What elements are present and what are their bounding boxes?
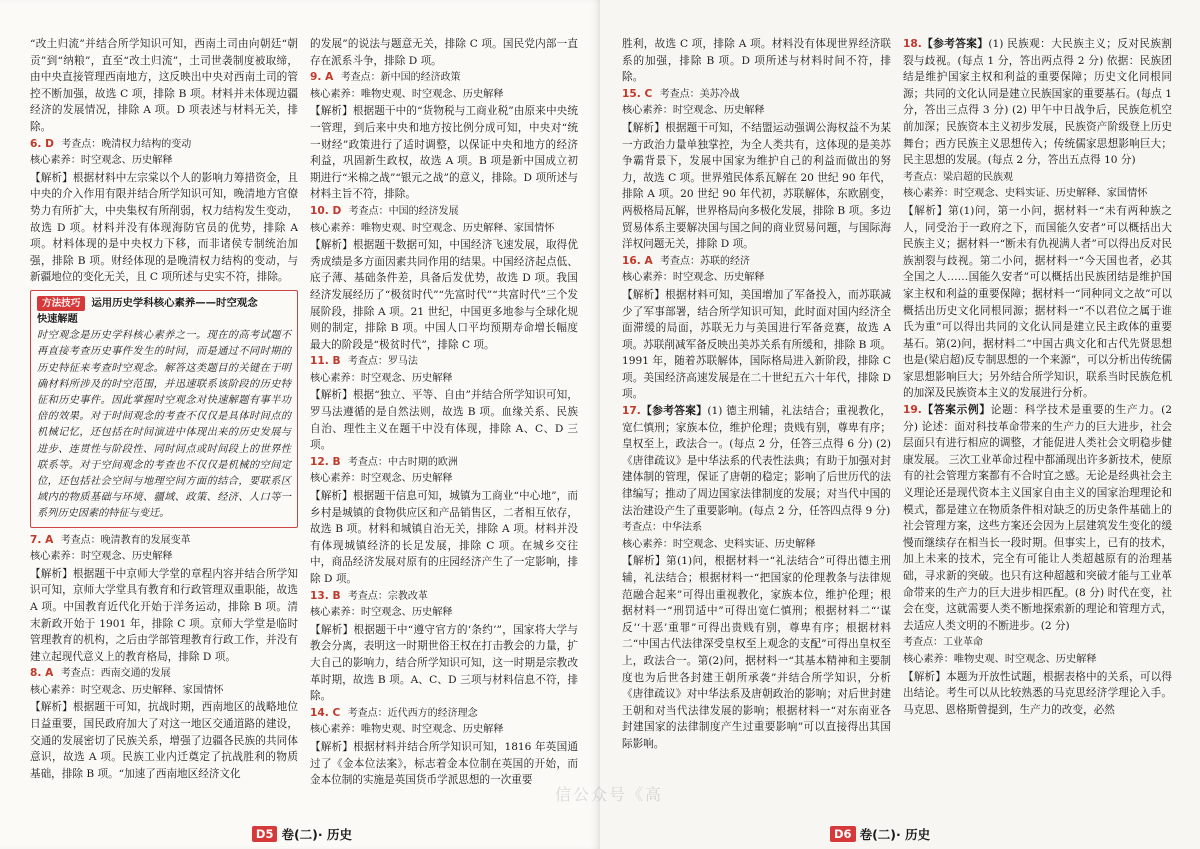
core-literacy: 核心素养：时空观念、史料实证、历史解释、家国情怀 xyxy=(903,188,1148,200)
reference-label: 【参考答案】 xyxy=(640,405,708,418)
page-number-badge: D6 xyxy=(830,826,856,842)
question-7 xyxy=(30,532,298,666)
reference-label: 【参考答案】 xyxy=(921,38,989,50)
right-page xyxy=(600,0,1200,849)
answer-number: 9. A xyxy=(310,71,334,84)
left-column-1 xyxy=(30,36,298,823)
answer-number: 7. A xyxy=(30,533,54,546)
footer-label: 卷(二)· 历史 xyxy=(859,827,931,842)
answer-number: 10. D xyxy=(310,204,342,217)
answer-number: 17. xyxy=(622,405,641,418)
exam-point: 考查点：晚清权力结构的变动 xyxy=(61,138,192,150)
analysis: 【解析】根据题干中的“货物税与工商业税”由原来中央统一管理，到后来中央和地方按比例分成可知，中央对“统一财经”政策进行了适时调整，以保证中央和地方的经济利益，巩固新生政权，故选 A 项。B 项是新中国成立初期进行“米棉之战”“银元之战”的意义，排除。D 项所述与材料主旨不符，排除。 xyxy=(310,105,578,201)
analysis: 【解析】根据题干中“遵守官方的‘条约’”，国家将大学与教会分离，表明这一时期世俗王权在打击教会的力量，扩大自己的影响力，结合所学知识可知，这一时期是宗教改革时期，故选 B 项。A、C、D 三项与材料信息不符，排除。 xyxy=(310,623,578,703)
continued-text: 胜利，故选 C 项，排除 A 项。材料没有体现世界经济联系的加强，排除 B 项。D 项所述与材料时间不符，排除。 xyxy=(622,38,891,84)
exam-point: 考查点：苏联的经济 xyxy=(660,255,751,267)
core-literacy: 核心素养：唯物史观、时空观念、历史解释 xyxy=(903,653,1097,665)
answer-number: 18. xyxy=(903,38,922,50)
core-literacy: 核心素养：唯物史观、时空观念、历史解释 xyxy=(310,724,504,736)
page-number-badge: D5 xyxy=(252,826,278,842)
answer-number: 19. xyxy=(903,404,922,417)
answer-number: 12. B xyxy=(310,455,341,468)
exam-point: 考查点：新中国的经济政策 xyxy=(340,72,461,84)
answer-number: 15. C xyxy=(622,87,653,100)
method-tip-box xyxy=(30,290,298,528)
exam-point: 考查点：美苏冷战 xyxy=(659,88,740,100)
footer-label: 卷(二)· 历史 xyxy=(281,827,352,842)
analysis: 【解析】根据“独立、平等、自由”并结合所学知识可知，罗马法遵循的是自然法则，故选 B 项。血缘关系、民族自治、理性主义在题干中没有体现，排除 A、C、D 三项。 xyxy=(310,389,578,452)
exam-point: 考查点：中华法系 xyxy=(622,522,702,534)
exam-point: 考查点：宗教改革 xyxy=(347,590,428,602)
core-literacy: 核心素养：时空观念、历史解释 xyxy=(622,272,765,284)
question-18 xyxy=(903,36,1172,402)
question-13 xyxy=(310,588,578,705)
analysis: 【解析】根据题干信息可知，城镇为工商业“中心地”，而乡村是城镇的食物供应区和产品销售区，二者相互依存，故选 B 项。材料和城镇自治无关，排除 A 项。材料并没有体现城镇经济的长足发展，排除 C 项。在城乡交往中，商品经济发展对原有的庄园经济产生了一定影响，排除 D 项。 xyxy=(310,490,578,585)
core-literacy: 核心素养：唯物史观、时空观念、历史解释、家国情怀 xyxy=(310,222,555,234)
exam-point: 考查点：中国的经济发展 xyxy=(348,205,459,217)
tip-body: 时空观念是历史学科核心素养之一。现在的高考试题不再直接考查历史事件发生的时间，而是通过不同时期的历史特征来考查时空观念。解答这类题目的关键在于明确材料所涉及的时空范围，并迅速联系该阶段的历史特征和历史事件。因此掌握时空观念对快速解题有事半功倍的效果。对于时间观念的考查不仅仅是具体时间点的机械记忆，还包括在时间演进中体现出来的历史发展与进步、连贯性与阶段性、同时间点或时间段上的世界性联系等。对于空间观念的考查也不仅仅是机械的空间定位，还包括社会空间与地理空间方面的结合，要联系区域内的物质基础与环境、疆域、政策、经济、人口等一系列历史因素的特征与变迁。 xyxy=(37,330,291,520)
exam-point: 考查点：工业革命 xyxy=(903,637,983,649)
continued-text: 的发展”的说法与题意无关，排除 C 项。国民党内部一直存在派系斗争，排除 D 项。 xyxy=(310,38,578,67)
reference-label: 【答案示例】 xyxy=(921,404,991,417)
analysis: 【解析】根据题干中京师大学堂的章程内容并结合所学知识可知，京师大学堂具有教育和行政管理双重职能，故选 A 项。中国教育近代化开始于洋务运动，排除 B 项。清末新政开始于 1901 年，排除 C 项。京师大学堂是临时管理教育的机构，之后由学部管理教育行政工作，并没有建立起现代意义上的教育格局，排除 D 项。 xyxy=(30,567,298,663)
tip-title: 运用历史学科核心素养——时空观念 xyxy=(91,296,258,309)
right-column-1 xyxy=(622,36,891,823)
question-9 xyxy=(310,69,578,203)
reference-answer: (1) 德主刑辅，礼法结合；重视教化，宽仁慎刑；家族本位，维护伦理；贵贱有别，尊卑有序；皇权至上，政法合一。(每点 2 分，任答三点得 6 分) (2)《唐律疏议》是中华法系的代表性法典；有助于加强对封建体制的管理，保证了唐朝的稳定；影响了后世历代的法律编写；推动了周边国家法律制度的发展；对当代中国的法治建设产生了重要影响。(每点 2 分，任答四点得 9 分) xyxy=(622,405,891,517)
continued-text: “改土归流”并结合所学知识可知，西南土司由向朝廷“朝贡”到“纳粮”，直至“改土归流”，土司世袭制度被取缔，由中央直接管理西南地方，这反映出中央对西南土司的管控不断加强，故选 C 项，排除 B 项。材料并未体现边疆经济的发展情况，排除 A 项。D 项表述与材料无关，排除。 xyxy=(30,38,298,133)
question-10 xyxy=(310,203,578,353)
answer-number: 6. D xyxy=(30,137,54,150)
core-literacy: 核心素养：时空观念、历史解释 xyxy=(30,551,173,563)
answer-number: 13. B xyxy=(310,589,341,602)
reference-answer: (1) 民族观：大民族主义；反对民族割裂与歧视。(每点 1 分，答出两点得 2 分) 依据：民族团结是维护国家主权和利益的重要保障；历史文化同根同源；共同的文化认同是建立民族国家的重要基石。(每点 1 分，答出三点得 3 分) (2) 甲午中日战争后，民族危机空前加深；民族资本主义初步发展，民族资产阶级登上历史舞台；西方民族主义思想传入；传统儒家思想影响巨大；民主思想的发展。(每点 2 分，答出五点得 10 分) xyxy=(903,38,1172,167)
core-literacy: 核心素养：时空观念、历史解释 xyxy=(310,607,453,619)
right-column-2 xyxy=(903,36,1172,823)
question-15 xyxy=(622,86,891,253)
question-11 xyxy=(310,353,578,454)
tip-badge: 方法技巧 xyxy=(37,296,85,311)
analysis: 【解析】第(1)问，第一小问，据材料一“未有两种族之人，同受治于一政府之下，而国能久安者”可以概括出大民族主义；据材料一“断未有仇视满人者”可以得出反对民族割裂与歧视。第二小问，据材料一“今天国也者，必其全国之人……国能久安者”可以概括出民族团结是维护国家主权和利益的重要保障；据材料一“同种同文之故”可以概括出历史文化同根同源；据材料一“不以君位之属于谁氏为重”可以得出共同的文化认同是建立民主政体的重要基石。第(2)问，据材料二“中国古典文化和古代先贤思想也是(梁启超)反专制思想的一个来源”，可以分析出传统儒家思想影响巨大；另外结合所学知识，联系当时民族危机的加深及民族资本主义的发展进行分析。 xyxy=(903,204,1172,400)
page-footer xyxy=(252,825,352,843)
analysis: 【解析】第(1)问，根据材料一“礼法结合”可得出德主刑辅，礼法结合；根据材料一“把国家的伦理教条与法律规范融合起来”可得出重视教化，家族本位，维护伦理；根据材料一“刑罚适中”可得出宽仁慎刑；根据材料二“‘谋反’‘十恶’重罪”可得出贵贱有别，尊卑有序；根据材料二“中国古代法律深受皇权至上观念的支配”可得出皇权至上，政法合一。第(2)问，据材料一“其基本精神和主要制度也为后世各封建王朝所承袭”并结合所学知识，分析《唐律疏议》对中华法系及唐朝政治的影响；对后世封建王朝和对当代法律发展的影响；根据材料一“对东南亚各封建国家的法律制度产生过重要影响”可以直接得出其国际影响。 xyxy=(622,555,891,750)
reference-answer: 论题：科学技术是重要的生产力。(2 分) 论述：面对科技革命带来的生产力的巨大进步，社会层面只有进行相应的调整，才能促进人类社会文明稳步健康发展。 三次工业革命过程中都涌现出许多新技术，使原有的社会管理方案都有不合时宜之感。无论是经典社会主义理论还是现代资本主义国家自由主义的国家治理理论和模式，都是建立在物质条件相对缺乏的历史条件基础上的社会管理方案，这些方案还会因为上层建筑发生变化的缓慢而继续存在相当长一段时期。但事实上，已有的技术，加上未来的技术，完全有可能让人类超越原有的治理基础，寻求新的突破。也只有这种超越和突破才能与工业革命带来的生产力的巨大进步相匹配。(8 分) 时代在变，社会在变，这就需要人类不断地探索新的理论和管理方式，去适应人类文明的不断进步。(2 分) xyxy=(903,404,1172,632)
question-6 xyxy=(30,136,298,286)
question-8 xyxy=(30,665,298,782)
answer-number: 16. A xyxy=(622,254,653,267)
question-12 xyxy=(310,454,578,588)
analysis: 【解析】根据材料中左宗棠以个人的影响力筹措资金，且中央的介入作用有限并结合所学知识可知，晚清地方官僚势力有所扩大，中央集权有所削弱，权力结构发生变动，故选 D 项。材料并没有体现海防官员的优势，排除 A 项。材料体现的是中央权力下移，而非诸侯专制统治加强，排除 B 项。财经体现的是晚清权力结构的变动，与新疆地位的变化无关，且 C 项所述与史实不符，排除。 xyxy=(30,171,298,284)
answer-number: 14. C xyxy=(310,706,341,719)
analysis: 【解析】根据题干可知，不结盟运动强调公海权益不为某一方政治力量单独掌控，为全人类共有，这体现的是美苏争霸背景下，发展中国家为维护自己的利益而做出的努力，故选 C 项。世界殖民体系瓦解在 20 世纪 90 年代，排除 A 项。20 世纪 90 年代初，苏联解体，东欧剧变，两极格局瓦解，世界格局向多极化发展，排除 B 项。多边贸易体系主要解决国与国之间的商业贸易问题，与国际海洋权问题无关，排除 D 项。 xyxy=(622,121,891,251)
question-16 xyxy=(622,253,891,403)
core-literacy: 核心素养：唯物史观、时空观念、历史解释 xyxy=(310,88,504,100)
tip-subtitle: 快速解题 xyxy=(37,313,78,325)
exam-point: 考查点：梁启超的民族观 xyxy=(903,171,1013,183)
exam-point: 考查点：晚清教育的发展变革 xyxy=(60,534,191,546)
answer-number: 11. B xyxy=(310,355,341,368)
answer-number: 8. A xyxy=(30,667,54,680)
analysis: 【解析】本题为开放性试题，根据表格中的关系，可以得出结论。考生可以从比较熟悉的马克思经济学理论入手。马克思、恩格斯曾提到，生产力的改变，必然 xyxy=(903,670,1172,716)
core-literacy: 核心素养：时空观念、历史解释 xyxy=(310,473,453,485)
exam-point: 考查点：西南交通的发展 xyxy=(60,668,171,680)
left-column-2 xyxy=(310,36,578,823)
question-19 xyxy=(903,402,1172,718)
question-14 xyxy=(310,705,578,789)
question-17 xyxy=(622,403,891,752)
exam-point: 考查点：中古时期的欧洲 xyxy=(347,456,458,468)
watermark: 信公众号《高 xyxy=(555,785,664,804)
page-footer xyxy=(830,825,930,843)
core-literacy: 核心素养：时空观念、历史解释 xyxy=(622,105,765,117)
core-literacy: 核心素养：时空观念、历史解释 xyxy=(30,155,173,167)
analysis: 【解析】根据题干可知，抗战时期，西南地区的战略地位日益重要，国民政府加大了对这一地区交通道路的建设，交通的发展密切了民族关系，增强了边疆各民族的共同体意识，故选 A 项。民族工业内迁奠定了抗战胜利的物质基础，排除 B 项。“加速了西南地区经济文化 xyxy=(30,701,298,780)
exam-point: 考查点：近代西方的经济理念 xyxy=(347,707,478,719)
analysis: 【解析】根据材料可知，美国增加了军备投入，而苏联减少了军事部署，结合所学知识可知，此时面对国内经济全面滞缓的局面，苏联无力与美国进行军备竞赛，故选 A 项。苏联削减军备反映出美苏关系有所缓和，排除 B 项。1991 年，随着苏联解体，国际格局进入新阶段，排除 C 项。美国经济高速发展是在二十世纪五六十年代，排除 D 项。 xyxy=(622,288,891,401)
core-literacy: 核心素养：时空观念、历史解释、家国情怀 xyxy=(30,684,224,696)
analysis: 【解析】根据题干数据可知，中国经济飞速发展，取得优秀成绩是多方面因素共同作用的结果。中国经济起点低、底子薄、基础条件差，具备后发优势，故选 D 项。我国经济发展经历了“极贫时代”“先富时代”“共富时代”三个发展阶段，排除 A 项。21 世纪，中国更多地参与全球化规则的制定，排除 B 项。中国人口平均预期寿命增长幅度最大的阶段是“极贫时代”，排除 C 项。 xyxy=(310,239,578,351)
core-literacy: 核心素养：时空观念、史料实证、历史解释 xyxy=(622,538,816,550)
exam-point: 考查点：罗马法 xyxy=(347,356,418,368)
core-literacy: 核心素养：时空观念、历史解释 xyxy=(310,372,453,384)
analysis: 【解析】根据材料并结合所学知识可知，1816 年英国通过了《金本位法案》，标志着金本位制在英国的开始，而金本位制的实施是英国货币学派思想的一次重要 xyxy=(310,740,578,787)
